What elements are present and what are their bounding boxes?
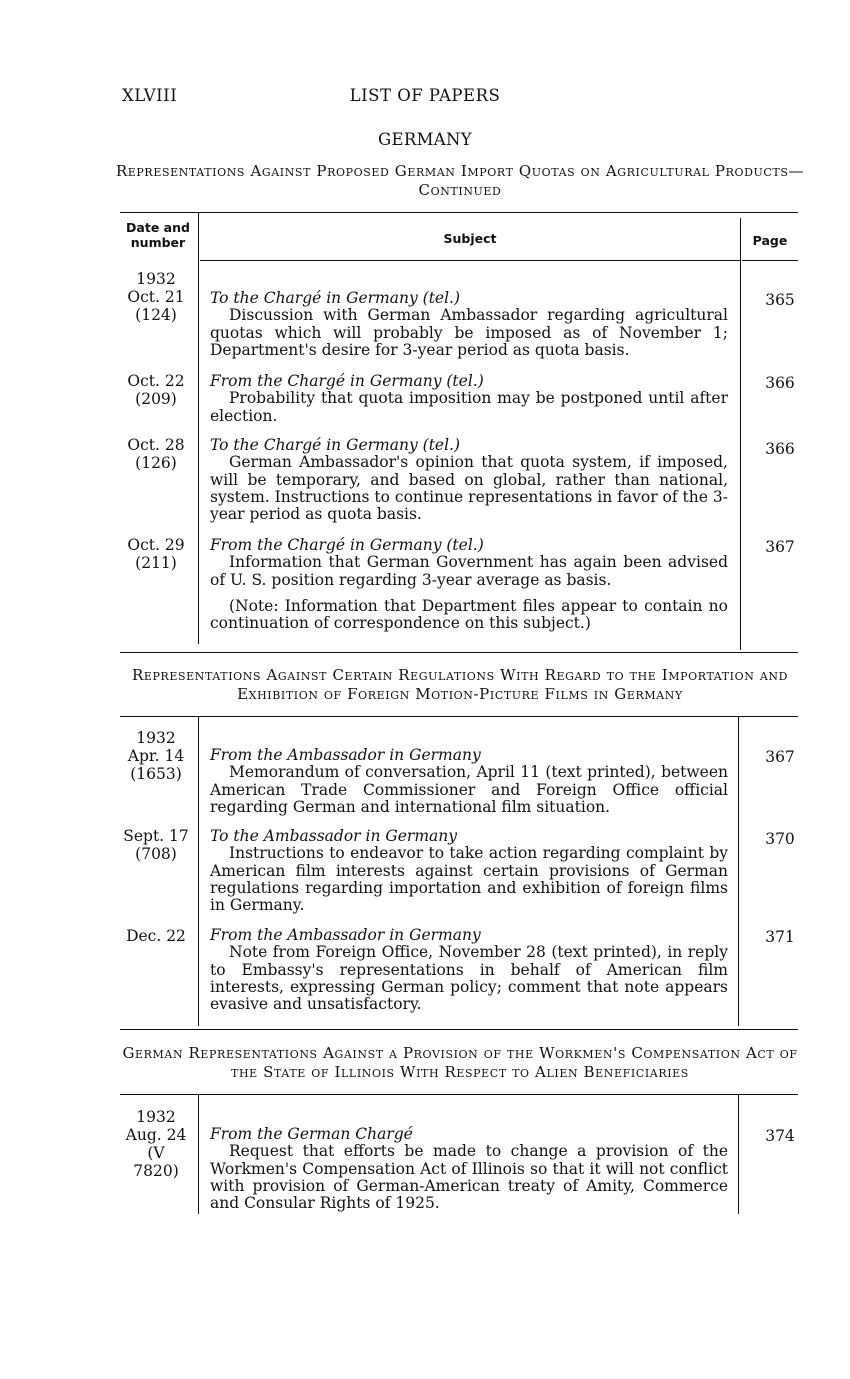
entry-date [120,536,192,572]
entry-subject [210,290,728,359]
entry-note: (Note: Information that Department files appear to contain no continuation of correspondence on this subject.) [210,596,728,633]
entry-subject [210,747,728,816]
entry-day: Oct. 22 [127,372,185,390]
entry-page: 374 [765,1127,795,1145]
entry-number: (708) [135,845,177,863]
entry-page: 367 [765,748,795,766]
entry-number: (209) [135,390,177,408]
entry-page: 366 [765,440,795,458]
entry-summary: Note from Foreign Office, November 28 (text printed), in reply to Embassy's representations in behalf of American film interests, expressing German policy; comment that note appears evasive and unsatisfactory. [210,943,728,1014]
table-rule [120,1094,798,1095]
entry-summary: Instructions to endeavor to take action regarding complaint by American film interests against certain provisions of German regulations regarding importation and exhibition of foreign films in Germany. [210,844,728,915]
entry-correspondent: From the Ambassador in Germany [210,926,481,944]
entry-day: Oct. 21 [127,288,185,306]
table-rule [120,716,798,717]
table-rule [200,260,740,261]
entry-page: 370 [765,830,795,848]
column-divider [738,716,739,1026]
column-divider [738,1094,739,1214]
entry-correspondent: From the German Chargé [210,1125,413,1143]
entry-number: (V 7820) [133,1144,179,1180]
entry-subject [210,828,728,914]
country-heading: GERMANY [378,130,472,149]
column-header-date: Date and number [126,220,190,250]
entry-summary: Discussion with German Ambassador regarding agricultural quotas which will probably be imposed as of November 1; Department's desire for 3-year period as quota basis. [210,306,728,359]
table-rule [120,652,798,653]
entry-subject [210,1126,728,1212]
page-title: LIST OF PAPERS [349,86,501,105]
entry-page: 366 [765,374,795,392]
entry-correspondent: To the Chargé in Germany (tel.) [210,436,461,454]
entry-page: 367 [765,538,795,556]
entry-year: 1932 [136,1108,176,1126]
entry-year: 1932 [136,729,176,747]
entry-date [120,372,192,408]
entry-number: (126) [135,454,177,472]
entry-subject [210,373,728,425]
entry-day: Apr. 14 [127,747,185,765]
entry-date [120,270,192,324]
entry-correspondent: From the Ambassador in Germany [210,746,481,764]
table-rule [742,260,798,261]
entry-summary: Memorandum of conversation, April 11 (text printed), between American Trade Commissioner and Foreign Office official regarding German and international film situation. [210,763,728,816]
entry-number: (1653) [130,765,182,783]
entry-date [120,729,192,783]
page-folio: XLVIII [122,86,178,105]
section-heading-workmens-compensation: German Representations Against a Provision of the Workmen's Compensation Act of the State of Illinois With Respect to Alien Beneficiaries [122,1044,798,1081]
entry-summary: Information that German Government has again been advised of U. S. position regarding 3-year average as basis. [210,553,728,589]
entry-subject [210,927,728,1013]
entry-correspondent: To the Ambassador in Germany [210,827,458,845]
column-divider [198,1094,199,1214]
entry-date [120,436,192,472]
section-heading-import-quotas: Representations Against Proposed German Import Quotas on Agricultural Products—Continued [115,162,805,199]
entry-day: Aug. 24 [125,1126,187,1144]
entry-page: 371 [765,928,795,946]
column-divider [198,212,199,644]
entry-year: 1932 [136,270,176,288]
entry-correspondent: To the Chargé in Germany (tel.) [210,289,461,307]
entry-summary: Probability that quota imposition may be postponed until after election. [210,389,728,425]
column-header-subject: Subject [443,231,497,246]
entry-date [120,1108,192,1180]
entry-date [120,927,192,945]
table-rule [120,212,798,213]
column-header-page: Page [752,233,788,248]
entry-day: Dec. 22 [126,927,186,945]
column-divider [198,716,199,1026]
entry-number: (124) [135,306,177,324]
entry-subject [210,437,728,523]
table-rule [120,1029,798,1030]
entry-number: (211) [135,554,177,572]
entry-page: 365 [765,291,795,309]
entry-correspondent: From the Chargé in Germany (tel.) [210,536,484,554]
section-heading-motion-picture-films: Representations Against Certain Regulations With Regard to the Importation and Exhibition of Foreign Motion-Picture Films in Germany [131,666,789,703]
entry-summary: Request that efforts be made to change a provision of the Workmen's Compensation Act of Illinois so that it will not conflict with provision of German-American treaty of Amity, Commerce and Consular Rights of 1925. [210,1142,728,1213]
entry-day: Oct. 28 [127,436,185,454]
column-divider [740,218,741,650]
entry-subject [210,537,728,632]
entry-correspondent: From the Chargé in Germany (tel.) [210,372,484,390]
entry-date [120,827,192,863]
entry-day: Oct. 29 [127,536,185,554]
entry-summary: German Ambassador's opinion that quota system, if imposed, will be temporary, and based on global, rather than national, system. Instructions to continue representations in favor of the 3-year period as quota basis. [210,453,728,524]
entry-day: Sept. 17 [123,827,189,845]
